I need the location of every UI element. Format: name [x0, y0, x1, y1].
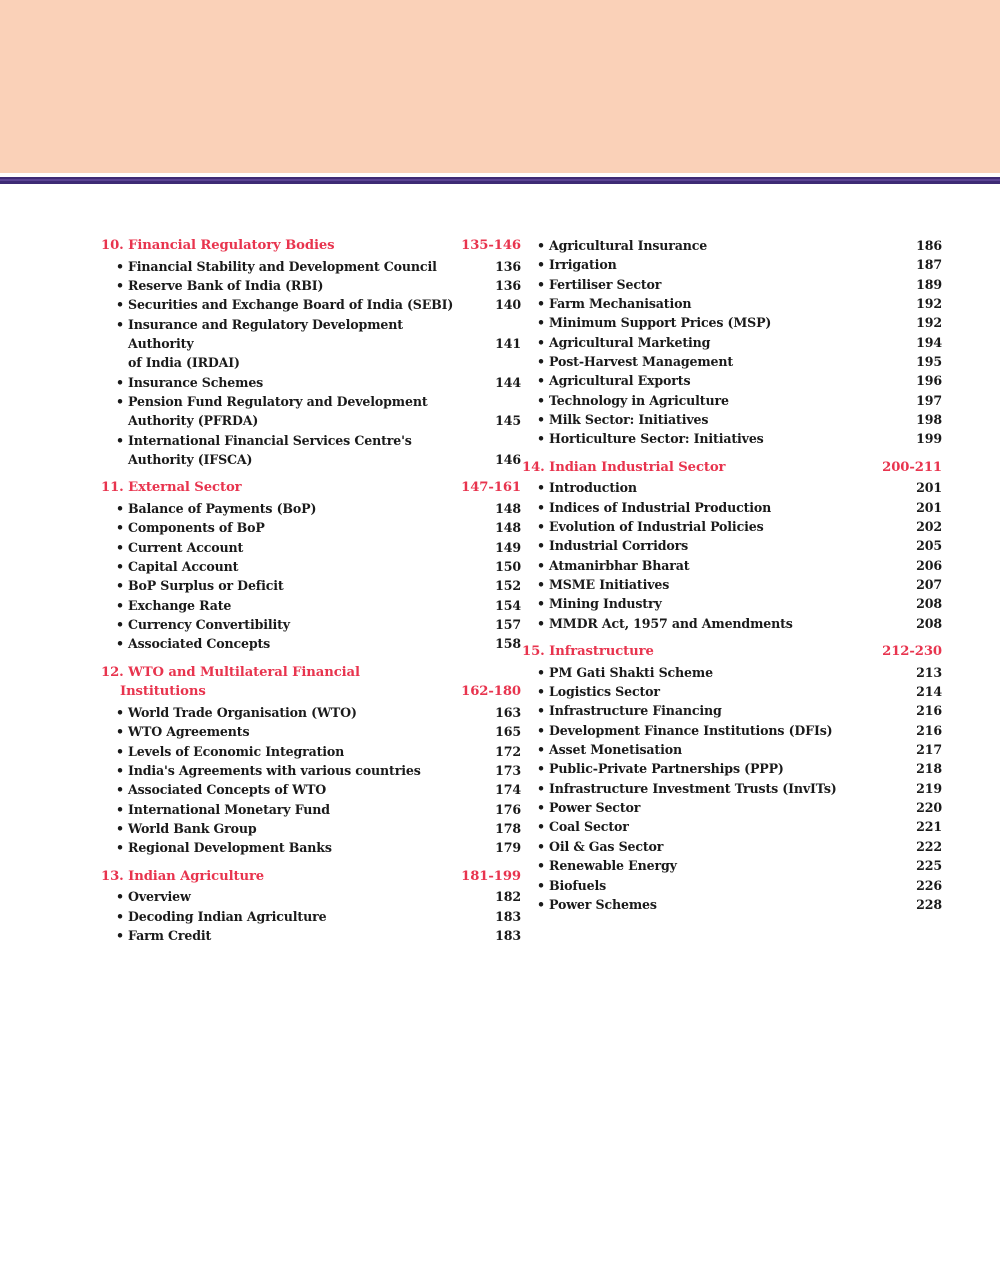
toc-entry-label: Coal Sector [549, 819, 629, 835]
toc-entry-label: Securities and Exchange Board of India (SEBI) [128, 297, 454, 313]
bullet-icon: • [116, 258, 124, 274]
toc-entry-page-number: 194 [916, 334, 942, 350]
toc-entry-label: Atmanirbhar Bharat [549, 557, 690, 573]
toc-entry-label: Milk Sector: Initiatives [549, 412, 709, 428]
bullet-icon: • [116, 500, 124, 516]
toc-entry[interactable] [101, 257, 521, 276]
toc-entry[interactable] [101, 576, 521, 595]
bullet-icon: • [116, 762, 124, 778]
toc-entry-label: Biofuels [549, 877, 607, 893]
toc-entry[interactable] [522, 352, 942, 371]
chapter-entry-list [101, 887, 521, 945]
chapter-heading[interactable] [101, 867, 521, 887]
toc-entry-page-number: 136 [495, 277, 521, 293]
toc-entry-label: BoP Surplus or Deficit [128, 578, 284, 594]
toc-entry-label: Insurance Schemes [128, 374, 264, 390]
toc-entry-label-line2: of India (IRDAI) [128, 355, 240, 371]
bullet-icon: • [537, 664, 545, 680]
header-divider-highlight [0, 179, 1000, 181]
toc-entry-page-number: 216 [916, 722, 942, 738]
bullet-icon: • [116, 617, 124, 633]
bullet-icon: • [537, 354, 545, 370]
chapter-title: 11. External Sector [101, 480, 242, 496]
bullet-icon: • [537, 519, 545, 535]
bullet-icon: • [116, 636, 124, 652]
toc-entry-label: Public-Private Partnerships (PPP) [549, 761, 784, 777]
bullet-icon: • [116, 820, 124, 836]
toc-entry-label: Renewable Energy [549, 858, 677, 874]
bullet-icon: • [537, 800, 545, 816]
toc-entry-page-number: 198 [916, 412, 942, 428]
bullet-icon: • [116, 597, 124, 613]
toc-entry-label: Levels of Economic Integration [128, 743, 345, 759]
toc-entry[interactable] [101, 722, 521, 741]
toc-entry-page-number: 148 [495, 520, 521, 536]
toc-entry[interactable] [101, 596, 521, 615]
bullet-icon: • [537, 877, 545, 893]
toc-entry-label: Farm Mechanisation [549, 296, 692, 312]
toc-entry[interactable] [101, 373, 521, 392]
bullet-icon: • [537, 334, 545, 350]
toc-entry-label: Logistics Sector [549, 684, 660, 700]
toc-entry-page-number: 173 [495, 762, 521, 778]
toc-entry[interactable] [101, 742, 521, 761]
toc-entry-page-number: 217 [916, 742, 942, 758]
toc-entry-page-number: 213 [916, 664, 942, 680]
toc-entry-label: Decoding Indian Agriculture [128, 908, 327, 924]
bullet-icon: • [537, 896, 545, 912]
toc-entry[interactable] [522, 594, 942, 613]
chapter-page-range: 212-230 [882, 644, 942, 660]
toc-entry-label: Overview [128, 889, 191, 905]
toc-entry-label: Technology in Agriculture [549, 392, 729, 408]
toc-entry-page-number: 141 [495, 335, 521, 351]
toc-entry[interactable] [522, 779, 942, 798]
toc-entry-label: Post-Harvest Management [549, 354, 734, 370]
bullet-icon: • [116, 432, 124, 448]
bullet-icon: • [116, 394, 124, 409]
toc-entry-page-number: 201 [916, 499, 942, 515]
toc-entry-label: Capital Account [128, 559, 239, 574]
toc-entry[interactable] [522, 536, 942, 555]
toc-entry-label: Indices of Industrial Production [549, 499, 772, 515]
toc-entry-page-number: 178 [495, 820, 521, 836]
toc-entry-label: MMDR Act, 1957 and Amendments [549, 615, 793, 631]
bullet-icon: • [116, 743, 124, 759]
toc-entry-label: Horticulture Sector: Initiatives [549, 431, 764, 447]
chapter-entry-list [522, 663, 942, 914]
chapter-title: 15. Infrastructure [522, 644, 654, 660]
toc-entry-label: Power Schemes [549, 896, 657, 912]
toc-entry-page-number: 207 [916, 577, 942, 593]
toc-entry[interactable] [522, 876, 942, 895]
toc-entry-label: Balance of Payments (BoP) [128, 500, 317, 516]
toc-entry-label: Financial Stability and Development Council [128, 258, 437, 274]
toc-entry-page-number: 179 [495, 840, 521, 856]
bullet-icon: • [537, 373, 545, 389]
toc-entry[interactable] [522, 410, 942, 429]
bullet-icon: • [116, 889, 124, 905]
toc-entry[interactable] [101, 538, 521, 557]
bullet-icon: • [116, 539, 124, 555]
toc-entry-label: Introduction [549, 480, 637, 496]
bullet-icon: • [116, 316, 124, 332]
toc-entry-label: Reserve Bank of India (RBI) [128, 277, 324, 293]
bullet-icon: • [116, 927, 124, 943]
bullet-icon: • [116, 724, 124, 740]
chapter-block [522, 236, 942, 449]
toc-entry-page-number: 192 [916, 315, 942, 331]
toc-entry[interactable] [522, 740, 942, 759]
toc-entry[interactable] [522, 294, 942, 313]
toc-entry-page-number: 208 [916, 615, 942, 631]
toc-entry[interactable] [522, 517, 942, 536]
toc-entry[interactable] [101, 499, 521, 518]
toc-entry[interactable] [522, 429, 942, 448]
toc-entry-label: International Financial Services Centre's [128, 432, 412, 448]
toc-entry-page-number: 186 [916, 238, 942, 253]
toc-entry-page-number: 218 [916, 761, 942, 777]
bullet-icon: • [116, 559, 124, 574]
toc-entry-label: Irrigation [549, 257, 617, 273]
chapter-page-range: 200-211 [882, 459, 942, 475]
toc-entry-page-number: 220 [916, 800, 942, 816]
toc-entry[interactable] [522, 255, 942, 274]
chapter-entry-list [522, 478, 942, 633]
toc-entry-label: Minimum Support Prices (MSP) [549, 315, 772, 331]
bullet-icon: • [537, 722, 545, 738]
toc-entry[interactable] [522, 556, 942, 575]
toc-entry-page-number: 187 [916, 257, 942, 273]
bullet-icon: • [116, 520, 124, 536]
toc-entry-page-number: 145 [495, 413, 521, 429]
toc-entry-label: Pension Fund Regulatory and Development [128, 394, 428, 409]
toc-entry[interactable] [522, 236, 942, 255]
toc-entry[interactable] [101, 780, 521, 799]
toc-entry[interactable] [101, 800, 521, 819]
toc-entry-page-number: 222 [916, 838, 942, 854]
toc-entry[interactable] [522, 759, 942, 778]
toc-entry-page-number: 152 [495, 578, 521, 594]
bullet-icon: • [116, 277, 124, 293]
bullet-icon: • [537, 257, 545, 273]
toc-entry-page-number: 205 [916, 538, 942, 554]
toc-entry[interactable] [101, 518, 521, 537]
bullet-icon: • [116, 578, 124, 594]
bullet-icon: • [116, 801, 124, 817]
decorative-header-band [0, 0, 1000, 173]
chapter-heading[interactable] [101, 478, 521, 498]
toc-entry-label-line2: Authority (IFSCA) [128, 452, 253, 468]
toc-entry[interactable] [101, 295, 521, 314]
toc-entry[interactable] [101, 703, 521, 722]
toc-entry[interactable] [522, 895, 942, 914]
chapter-heading[interactable] [522, 458, 942, 478]
right-column [522, 236, 942, 914]
bullet-icon: • [537, 615, 545, 631]
chapter-block [101, 478, 521, 653]
bullet-icon: • [537, 392, 545, 408]
bullet-icon: • [537, 431, 545, 447]
toc-entry-page-number: 197 [916, 392, 942, 408]
bullet-icon: • [537, 761, 545, 777]
chapter-heading[interactable] [522, 642, 942, 662]
chapter-heading[interactable] [101, 236, 521, 256]
toc-entry-label: World Bank Group [128, 820, 257, 836]
bullet-icon: • [537, 238, 545, 253]
chapter-title: 12. WTO and Multilateral Financial [101, 664, 360, 680]
bullet-icon: • [537, 557, 545, 573]
left-column [101, 236, 521, 945]
bullet-icon: • [537, 684, 545, 700]
toc-entry-label: Agricultural Exports [549, 373, 691, 389]
toc-entry[interactable] [101, 431, 521, 470]
chapter-page-range: 147-161 [461, 480, 521, 496]
chapter-entry-list [101, 499, 521, 654]
toc-entry-page-number: 199 [916, 431, 942, 447]
chapter-heading[interactable] [101, 663, 521, 702]
toc-entry-label: Infrastructure Financing [549, 703, 722, 719]
bullet-icon: • [116, 704, 124, 720]
toc-entry-label: Regional Development Banks [128, 840, 332, 856]
toc-entry[interactable] [522, 663, 942, 682]
chapter-title: 13. Indian Agriculture [101, 868, 265, 884]
toc-entry-label: Currency Convertibility [128, 617, 290, 633]
bullet-icon: • [537, 538, 545, 554]
bullet-icon: • [537, 742, 545, 758]
chapter-title: 10. Financial Regulatory Bodies [101, 238, 335, 253]
toc-entry[interactable] [522, 498, 942, 517]
toc-entry-page-number: 158 [495, 636, 521, 652]
bullet-icon: • [537, 703, 545, 719]
chapter-block [522, 642, 942, 914]
toc-entry-page-number: 214 [916, 684, 942, 700]
toc-entry-label: Asset Monetisation [549, 742, 682, 758]
toc-entry-page-number: 221 [916, 819, 942, 835]
chapter-block [101, 236, 521, 469]
toc-entry-page-number: 182 [495, 889, 521, 905]
toc-entry[interactable] [101, 887, 521, 906]
toc-entry-page-number: 148 [495, 500, 521, 516]
toc-entry-label: WTO Agreements [128, 724, 250, 740]
toc-entry-page-number: 202 [916, 519, 942, 535]
toc-entry-page-number: 183 [495, 927, 521, 943]
toc-entry-label: Infrastructure Investment Trusts (InvITs) [549, 780, 837, 796]
chapter-block [522, 458, 942, 633]
toc-entry[interactable] [522, 721, 942, 740]
bullet-icon: • [116, 782, 124, 798]
toc-entry-label: PM Gati Shakti Scheme [549, 664, 713, 680]
toc-entry[interactable] [522, 798, 942, 817]
toc-entry-page-number: 192 [916, 296, 942, 312]
toc-entry-label: Farm Credit [128, 927, 212, 943]
toc-entry-page-number: 174 [495, 782, 521, 798]
chapter-entry-list [101, 703, 521, 858]
toc-entry[interactable] [101, 615, 521, 634]
toc-entry-page-number: 189 [916, 276, 942, 292]
chapter-page-range: 135-146 [461, 238, 521, 253]
toc-entry[interactable] [101, 392, 521, 431]
toc-entry-page-number: 163 [495, 704, 521, 720]
chapter-title-line2: Institutions [120, 684, 206, 700]
toc-entry-label: Industrial Corridors [549, 538, 689, 554]
toc-entry-label: World Trade Organisation (WTO) [128, 704, 357, 720]
toc-entry[interactable] [522, 391, 942, 410]
toc-entry[interactable] [522, 313, 942, 332]
chapter-block [101, 867, 521, 946]
toc-entry-label: Development Finance Institutions (DFIs) [549, 722, 833, 738]
bullet-icon: • [116, 297, 124, 313]
toc-entry-page-number: 144 [495, 374, 521, 390]
toc-entry-label: Fertiliser Sector [549, 276, 662, 292]
toc-entry[interactable] [101, 907, 521, 926]
table-of-contents [0, 236, 1000, 945]
toc-entry-label: Agricultural Insurance [549, 238, 708, 253]
bullet-icon: • [537, 412, 545, 428]
toc-entry-page-number: 176 [495, 801, 521, 817]
toc-entry-page-number: 228 [916, 896, 942, 912]
toc-entry[interactable] [101, 761, 521, 780]
toc-entry-label: Insurance and Regulatory Development Authority [128, 316, 403, 351]
toc-entry[interactable] [522, 371, 942, 390]
bullet-icon: • [537, 499, 545, 515]
toc-entry[interactable] [522, 275, 942, 294]
chapter-entry-list [101, 257, 521, 470]
toc-entry-label: Power Sector [549, 800, 641, 816]
toc-entry-page-number: 208 [916, 596, 942, 612]
toc-entry[interactable] [101, 276, 521, 295]
toc-entry-label: International Monetary Fund [128, 801, 330, 817]
bullet-icon: • [116, 840, 124, 856]
toc-entry-page-number: 183 [495, 908, 521, 924]
bullet-icon: • [537, 296, 545, 312]
chapter-title: 14. Indian Industrial Sector [522, 459, 726, 475]
toc-entry-label: Associated Concepts [128, 636, 271, 652]
chapter-page-range: 181-199 [461, 868, 521, 884]
toc-entry-page-number: 140 [495, 297, 521, 313]
chapter-page-range: 162-180 [461, 684, 521, 700]
bullet-icon: • [537, 480, 545, 496]
toc-entry-page-number: 157 [495, 617, 521, 633]
toc-entry[interactable] [522, 856, 942, 875]
toc-entry-page-number: 225 [916, 858, 942, 874]
toc-entry[interactable] [101, 819, 521, 838]
toc-entry[interactable] [522, 817, 942, 836]
toc-entry[interactable] [522, 701, 942, 720]
bullet-icon: • [537, 819, 545, 835]
toc-entry[interactable] [101, 557, 521, 576]
toc-entry-label-line2: Authority (PFRDA) [128, 413, 259, 429]
toc-entry-page-number: 226 [916, 877, 942, 893]
toc-entry-label: MSME Initiatives [549, 577, 670, 593]
bullet-icon: • [537, 858, 545, 874]
toc-entry-label: Mining Industry [549, 596, 662, 612]
toc-entry-page-number: 195 [916, 354, 942, 370]
bullet-icon: • [116, 908, 124, 924]
chapter-block [101, 663, 521, 858]
chapter-entry-list [522, 236, 942, 449]
toc-entry[interactable] [101, 838, 521, 857]
toc-entry[interactable] [522, 333, 942, 352]
toc-entry-page-number: 150 [495, 559, 521, 574]
toc-entry-label: Components of BoP [128, 520, 265, 536]
toc-entry-page-number: 196 [916, 373, 942, 389]
bullet-icon: • [537, 780, 545, 796]
toc-entry-page-number: 216 [916, 703, 942, 719]
toc-entry-label: India's Agreements with various countries [128, 762, 421, 778]
toc-entry-label: Oil & Gas Sector [549, 838, 664, 854]
toc-entry-page-number: 146 [495, 452, 521, 468]
toc-entry-page-number: 149 [495, 539, 521, 555]
bullet-icon: • [537, 315, 545, 331]
toc-entry-label: Agricultural Marketing [549, 334, 711, 350]
toc-entry[interactable] [101, 634, 521, 653]
toc-entry-label: Exchange Rate [128, 597, 232, 613]
bullet-icon: • [537, 838, 545, 854]
toc-entry[interactable] [522, 614, 942, 633]
toc-entry-page-number: 165 [495, 724, 521, 740]
bullet-icon: • [537, 276, 545, 292]
toc-entry[interactable] [522, 682, 942, 701]
toc-entry-page-number: 206 [916, 557, 942, 573]
toc-entry-page-number: 136 [495, 258, 521, 274]
toc-entry[interactable] [522, 478, 942, 497]
toc-entry-page-number: 219 [916, 780, 942, 796]
bullet-icon: • [116, 374, 124, 390]
toc-entry-label: Associated Concepts of WTO [128, 782, 327, 798]
toc-entry-page-number: 154 [495, 597, 521, 613]
bullet-icon: • [537, 596, 545, 612]
toc-entry-page-number: 172 [495, 743, 521, 759]
toc-entry-label: Evolution of Industrial Policies [549, 519, 764, 535]
toc-entry[interactable] [522, 575, 942, 594]
toc-entry[interactable] [101, 926, 521, 945]
toc-entry-page-number: 201 [916, 480, 942, 496]
toc-entry-label: Current Account [128, 539, 244, 555]
bullet-icon: • [537, 577, 545, 593]
toc-entry[interactable] [522, 837, 942, 856]
toc-entry[interactable] [101, 315, 521, 373]
